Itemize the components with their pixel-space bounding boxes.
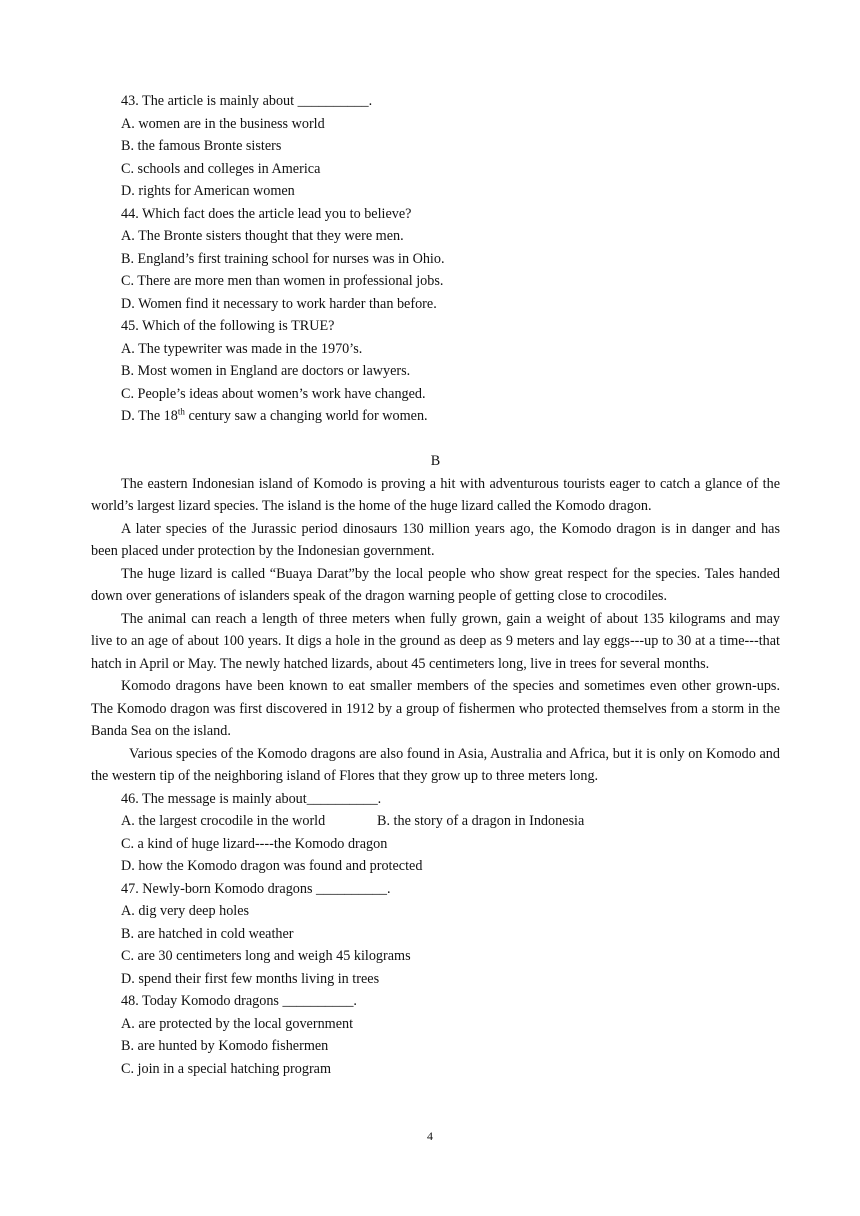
exam-page [91,90,780,1080]
answer-option: D. spend their first few months living in trees [121,970,380,987]
option-row [91,810,780,833]
section-title: B [430,453,441,469]
answer-option: B. are hatched in cold weather [121,925,294,942]
question-stem: 47. Newly-born Komodo dragons __________. [121,880,391,897]
option-text-after: century saw a changing world for women. [184,408,428,424]
answer-option: B. England’s first training school for nurses was in Ohio. [121,250,445,267]
question-stem: 44. Which fact does the article lead you to believe? [121,205,412,222]
answer-option: C. a kind of huge lizard----the Komodo dragon [121,835,388,852]
answer-option: B. Most women in England are doctors or lawyers. [121,363,411,379]
answer-option: D. rights for American women [121,183,295,199]
question-stem: 46. The message is mainly about__________. [121,790,382,807]
answer-option: B. are hunted by Komodo fishermen [121,1038,329,1054]
question-48 [91,990,780,1080]
question-stem: 48. Today Komodo dragons __________. [121,993,357,1009]
passage-paragraph: Komodo dragons have been known to eat smaller members of the species and sometimes even other grown-ups. The Komodo dragon was first discovered in 1912 by a group of fishermen who protected themselves from a storm in the Banda Sea on the island. [91,678,780,739]
answer-option: D. Women find it necessary to work harder than before. [121,295,437,312]
answer-option: D. how the Komodo dragon was found and protected [121,858,423,874]
answer-option: C. There are more men than women in professional jobs. [121,273,444,289]
question-stem: 43. The article is mainly about __________. [121,93,373,109]
answer-option: C. People’s ideas about women’s work have changed. [121,385,426,402]
question-44 [91,203,780,316]
answer-option-d [91,405,780,428]
passage-paragraph: The eastern Indonesian island of Komodo is proving a hit with adventurous tourists eager to catch a glance of the world’s largest lizard species. The island is the home of the huge lizard called the Komodo dragon. [91,475,780,514]
reading-passage [91,473,780,788]
answer-option: C. schools and colleges in America [121,160,321,177]
answer-option: B. the famous Bronte sisters [121,138,282,154]
answer-option: A. women are in the business world [121,115,325,132]
question-45 [91,315,780,428]
answer-option: C. join in a special hatching program [121,1060,331,1077]
question-46 [91,788,780,878]
answer-option: A. the largest crocodile in the world [121,813,326,829]
question-47 [91,878,780,991]
answer-option: A. are protected by the local government [121,1015,354,1032]
ordinal-superscript: th [177,406,185,417]
passage-paragraph: The animal can reach a length of three meters when fully grown, gain a weight of about 135 kilograms and may live to an age of about 100 years. It digs a hole in the ground as deep as 9 meters and lay eggs---up to 30 at a time---that hatch in April or May. The newly hatched lizards, about 45 centimeters long, live in trees for several months. [91,610,780,672]
option-text-before: D. The 18 [121,408,178,424]
page-number: 4 [427,1129,433,1143]
answer-option: A. The Bronte sisters thought that they were men. [121,228,404,244]
question-43 [91,90,780,203]
answer-option: A. dig very deep holes [121,903,250,919]
answer-option: A. The typewriter was made in the 1970’s. [121,340,363,357]
answer-option: C. are 30 centimeters long and weigh 45 kilograms [121,948,411,964]
question-stem: 45. Which of the following is TRUE? [121,318,335,334]
passage-paragraph: The huge lizard is called “Buaya Darat”by the local people who show great respect for the species. Tales handed down over generations of islanders speak of the dragon warning people of getting close to crocodiles. [91,565,780,604]
passage-paragraph: Various species of the Komodo dragons are also found in Asia, Australia and Africa, but it is only on Komodo and the western tip of the neighboring island of Flores that they grow up to three meters long. [91,745,780,784]
answer-option: B. the story of a dragon in Indonesia [377,813,585,829]
passage-paragraph: A later species of the Jurassic period dinosaurs 130 million years ago, the Komodo dragon is in danger and has been placed under protection by the Indonesian government. [91,520,780,559]
